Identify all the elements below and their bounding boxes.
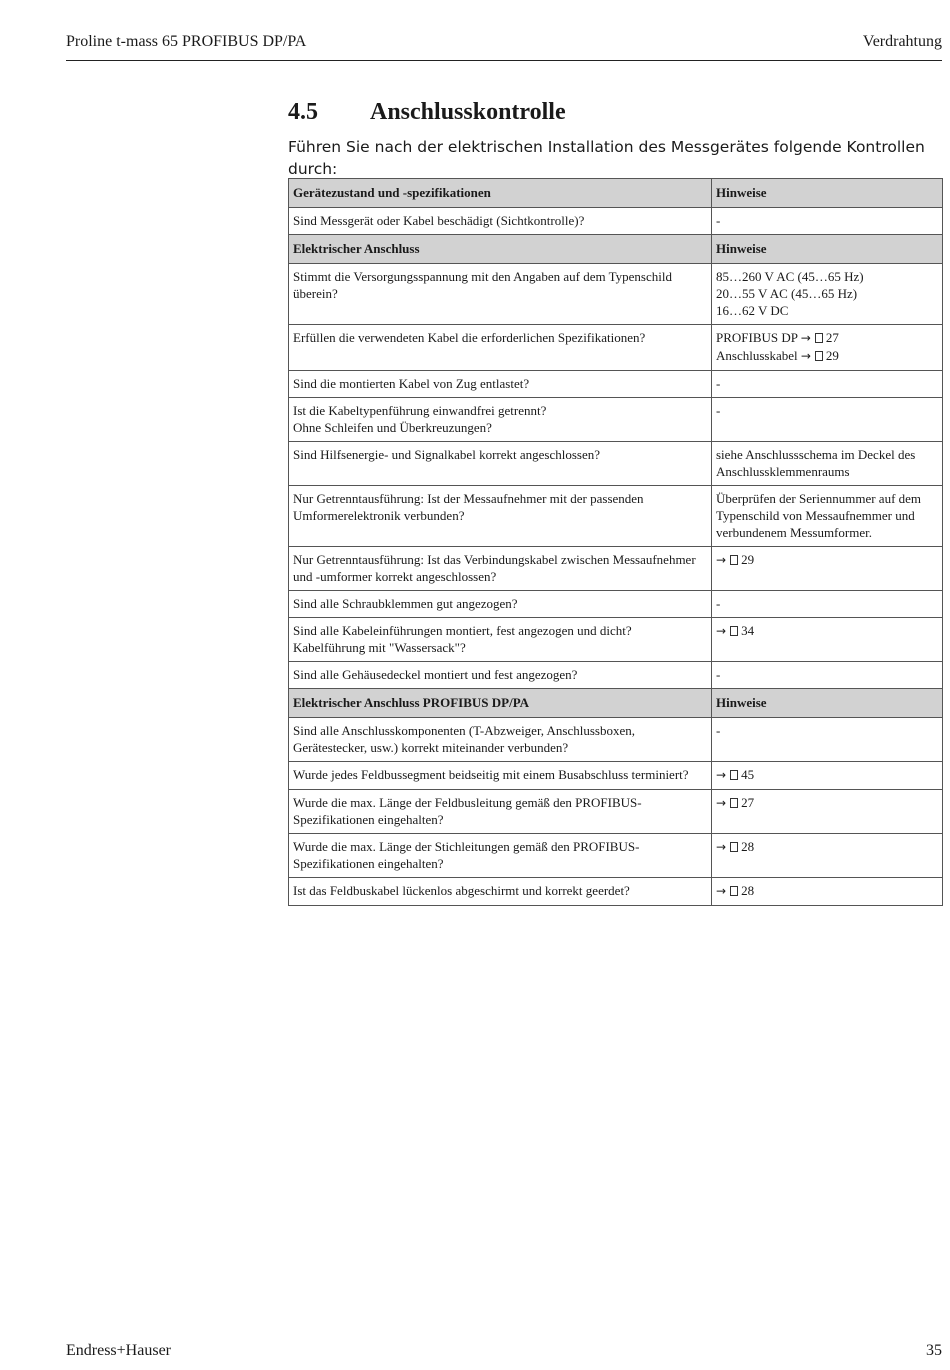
- check-item: [289, 547, 712, 591]
- check-item: [289, 618, 712, 662]
- arrow-right-icon: →: [716, 796, 727, 810]
- note-cell: [712, 790, 943, 834]
- note-cell: [712, 662, 943, 689]
- check-item: [289, 486, 712, 547]
- page-reference[interactable]: [716, 766, 938, 784]
- group-heading: Elektrischer Anschluss PROFIBUS DP/PA: [289, 689, 712, 718]
- check-text: Sind alle Anschlusskomponenten (T-Abzweiger, Anschlussboxen, Gerätestecker, usw.) korrekt miteinander verbunden?: [293, 723, 636, 755]
- check-text: Ist das Feldbuskabel lückenlos abgeschirmt und korrekt geerdet?: [293, 883, 630, 898]
- check-text: Sind Messgerät oder Kabel beschädigt (Sichtkontrolle)?: [293, 213, 585, 228]
- check-item: [289, 790, 712, 834]
- page-reference[interactable]: [716, 347, 938, 365]
- check-text: Sind alle Gehäusedeckel montiert und fest angezogen?: [293, 667, 578, 682]
- section-number: 4.5: [288, 99, 318, 125]
- table-row: [289, 325, 943, 371]
- note-text: -: [716, 723, 721, 738]
- note-cell: [712, 878, 943, 906]
- note-text: -: [716, 667, 721, 682]
- note-cell: [712, 834, 943, 878]
- table-row: [289, 371, 943, 398]
- note-text: 85…260 V AC (45…65 Hz): [716, 269, 864, 284]
- check-text: Ohne Schleifen und Überkreuzungen?: [293, 420, 492, 435]
- reference-page: 28: [741, 839, 755, 854]
- check-item: [289, 878, 712, 906]
- check-item: [289, 208, 712, 235]
- table-row: [289, 718, 943, 762]
- reference-page: 27: [741, 795, 755, 810]
- page-reference[interactable]: [716, 329, 938, 347]
- note-cell: [712, 591, 943, 618]
- page-icon: [815, 351, 823, 361]
- check-text: Kabelführung mit "Wassersack"?: [293, 640, 466, 655]
- note-text: 20…55 V AC (45…65 Hz): [716, 286, 858, 301]
- page-reference[interactable]: [716, 838, 938, 856]
- arrow-right-icon: →: [800, 331, 811, 345]
- page-icon: [730, 886, 738, 896]
- reference-page: 34: [741, 623, 755, 638]
- check-text: Sind alle Kabeleinführungen montiert, fest angezogen und dicht?: [293, 623, 632, 638]
- check-item: [289, 762, 712, 790]
- running-header-chapter: Verdrahtung: [862, 33, 942, 50]
- table-row: [289, 591, 943, 618]
- note-cell: [712, 442, 943, 486]
- table-row: [289, 547, 943, 591]
- check-text: Ist die Kabeltypenführung einwandfrei getrennt?: [293, 403, 547, 418]
- group-heading: Gerätezustand und -spezifikationen: [289, 179, 712, 208]
- section-heading: [288, 97, 566, 127]
- table-row: [289, 662, 943, 689]
- check-item: [289, 718, 712, 762]
- reference-label: PROFIBUS DP: [716, 330, 798, 345]
- note-cell: [712, 208, 943, 235]
- group-header-row: [289, 235, 943, 264]
- check-text: Nur Getrenntausführung: Ist der Messaufnehmer mit der passenden Umformerelektronik verbunden?: [293, 491, 644, 523]
- reference-page: 27: [825, 330, 839, 345]
- arrow-right-icon: →: [716, 624, 727, 638]
- section-title: Anschlusskontrolle: [370, 99, 566, 125]
- arrow-right-icon: →: [716, 553, 727, 567]
- note-text: -: [716, 376, 721, 391]
- notes-heading: Hinweise: [712, 179, 943, 208]
- note-cell: [712, 486, 943, 547]
- section-intro: Führen Sie nach der elektrischen Installation des Messgerätes folgende Kontrollen durch:: [288, 138, 925, 178]
- reference-page: 29: [825, 348, 839, 363]
- note-text: -: [716, 596, 721, 611]
- page-reference[interactable]: [716, 622, 938, 640]
- table-row: [289, 398, 943, 442]
- check-text: Wurde die max. Länge der Feldbusleitung gemäß den PROFIBUS-Spezifikationen eingehalten?: [293, 795, 642, 827]
- check-text: Stimmt die Versorgungsspannung mit den Angaben auf dem Typenschild überein?: [293, 269, 672, 301]
- page-reference[interactable]: [716, 882, 938, 900]
- page-reference[interactable]: [716, 551, 938, 569]
- note-text: -: [716, 213, 721, 228]
- page-icon: [730, 770, 738, 780]
- page-icon: [730, 626, 738, 636]
- page-number: 35: [926, 1342, 942, 1359]
- check-item: [289, 834, 712, 878]
- note-text: 16…62 V DC: [716, 303, 789, 318]
- check-text: Sind die montierten Kabel von Zug entlastet?: [293, 376, 530, 391]
- arrow-right-icon: →: [800, 349, 811, 363]
- arrow-right-icon: →: [716, 884, 727, 898]
- page-icon: [815, 333, 823, 343]
- check-text: Wurde jedes Feldbussegment beidseitig mit einem Busabschluss terminiert?: [293, 767, 689, 782]
- group-header-row: [289, 689, 943, 718]
- check-text: Wurde die max. Länge der Stichleitungen gemäß den PROFIBUS-Spezifikationen eingehalten?: [293, 839, 640, 871]
- footer-company: Endress+Hauser: [66, 1342, 171, 1359]
- check-item: [289, 662, 712, 689]
- check-text: Sind alle Schraubklemmen gut angezogen?: [293, 596, 518, 611]
- check-item: [289, 264, 712, 325]
- note-cell: [712, 762, 943, 790]
- group-header-row: [289, 179, 943, 208]
- header-divider: [66, 60, 942, 61]
- table-row: [289, 264, 943, 325]
- reference-page: 28: [741, 883, 755, 898]
- table-row: [289, 878, 943, 906]
- check-text: Sind Hilfsenergie- und Signalkabel korrekt angeschlossen?: [293, 447, 600, 462]
- note-text: Überprüfen der Seriennummer auf dem Typenschild von Messaufnemmer und verbundenem Messumformer.: [716, 491, 922, 540]
- note-cell: [712, 398, 943, 442]
- check-item: [289, 398, 712, 442]
- reference-page: 45: [741, 767, 755, 782]
- note-text: -: [716, 403, 721, 418]
- page-reference[interactable]: [716, 794, 938, 812]
- group-heading: Elektrischer Anschluss: [289, 235, 712, 264]
- table-row: [289, 834, 943, 878]
- check-item: [289, 371, 712, 398]
- page-icon: [730, 842, 738, 852]
- note-cell: [712, 718, 943, 762]
- arrow-right-icon: →: [716, 840, 727, 854]
- page-icon: [730, 798, 738, 808]
- notes-heading: Hinweise: [712, 689, 943, 718]
- check-text: Erfüllen die verwendeten Kabel die erforderlichen Spezifikationen?: [293, 330, 646, 345]
- table-row: [289, 762, 943, 790]
- check-item: [289, 591, 712, 618]
- check-item: [289, 442, 712, 486]
- arrow-right-icon: →: [716, 768, 727, 782]
- table-row: [289, 618, 943, 662]
- notes-heading: Hinweise: [712, 235, 943, 264]
- reference-page: 29: [741, 552, 755, 567]
- running-header-title: Proline t-mass 65 PROFIBUS DP/PA: [66, 33, 307, 50]
- table-row: [289, 790, 943, 834]
- note-cell: [712, 371, 943, 398]
- note-cell: [712, 264, 943, 325]
- note-cell: [712, 325, 943, 371]
- note-cell: [712, 618, 943, 662]
- checklist-table: [288, 178, 943, 906]
- page-icon: [730, 555, 738, 565]
- note-text: siehe Anschlussschema im Deckel des Anschlussklemmenraums: [716, 447, 916, 479]
- note-cell: [712, 547, 943, 591]
- check-text: Nur Getrenntausführung: Ist das Verbindungskabel zwischen Messaufnehmer und -umformer korrekt angeschlossen?: [293, 552, 696, 584]
- table-row: [289, 442, 943, 486]
- reference-label: Anschlusskabel: [716, 348, 798, 363]
- checklist-body: [289, 179, 943, 906]
- table-row: [289, 208, 943, 235]
- table-row: [289, 486, 943, 547]
- check-item: [289, 325, 712, 371]
